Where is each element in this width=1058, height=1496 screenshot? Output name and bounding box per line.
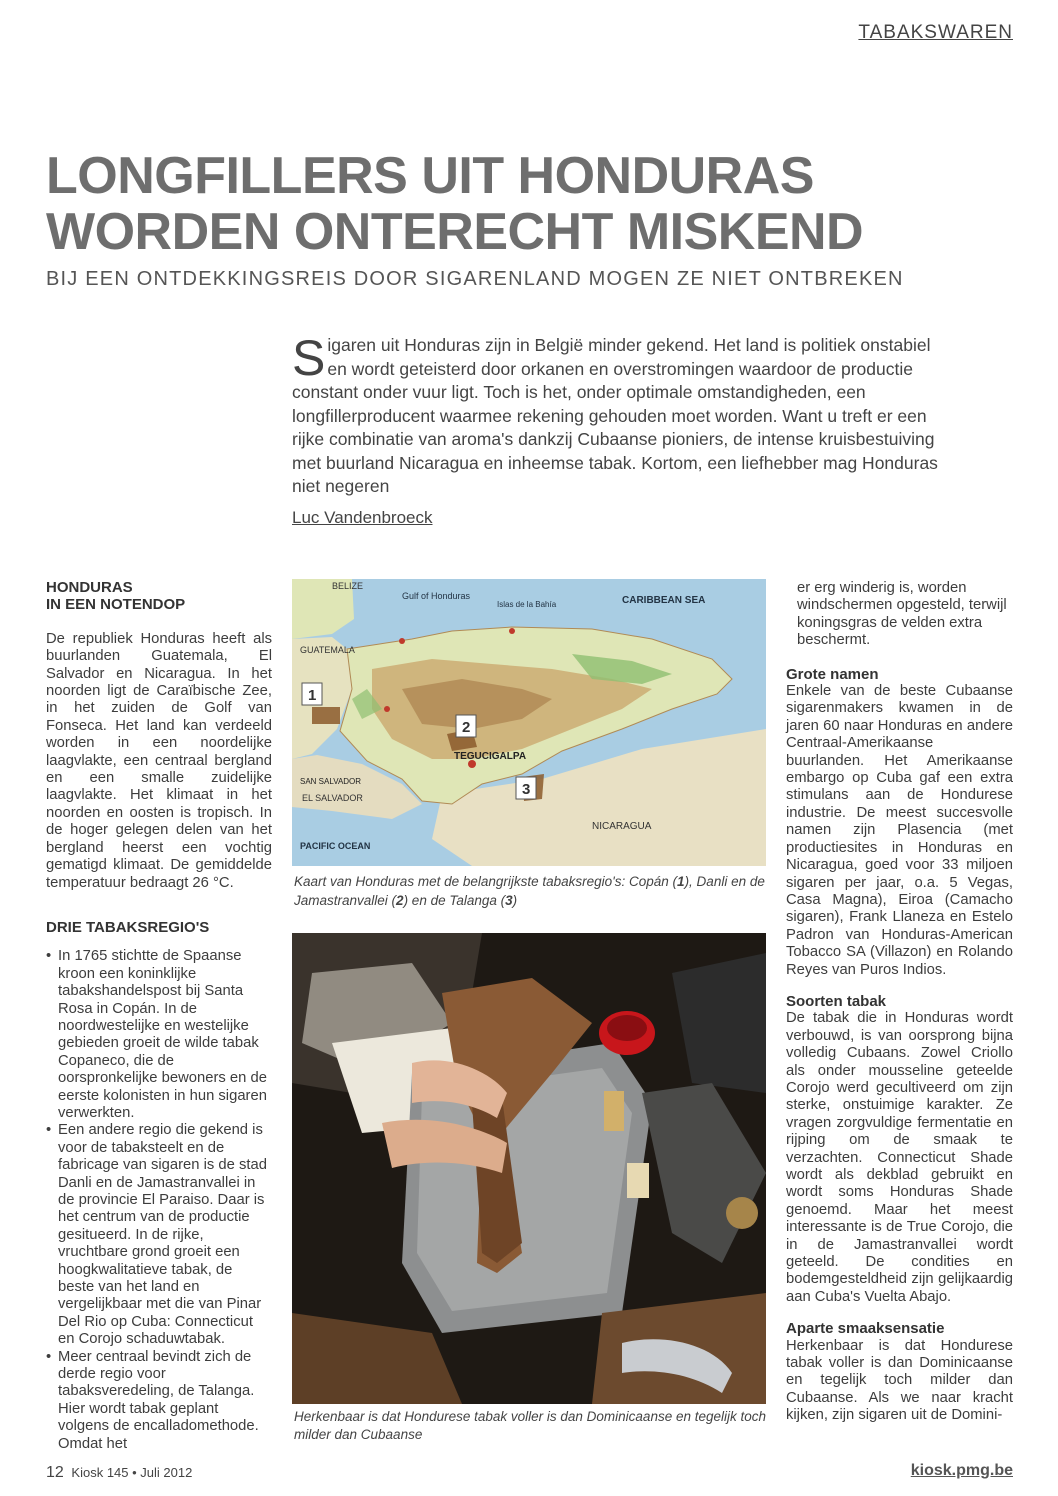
section-label: TABAKSWAREN [858,22,1013,43]
cup-inside [607,1015,647,1041]
caption-text: Kaart van Honduras met de belangrijkste tabaksregio's: Copán ( [294,874,678,889]
region-1-area [312,707,340,724]
map-label-guatemala: GUATEMALA [300,645,355,655]
list-item: • Een andere regio die gekend is voor de tabaksteelt en de fabricage van sigaren is de stad Danli en de Jamastranvallei in de provincie El Paraiso. Daar is het centrum van de productie gesitueerd. In de rijke, vruchtbare grond groeit een hoogkwalitatieve tabak, de beste van het land en vergelijkbaar met die van Pinar Del Rio op Cuba: Connecticut en Corojo schaduwtabak. [46,1122,272,1348]
caption-text: ), Danli en de Jamastranvallei ( [294,874,765,908]
issue-info: Kiosk 145 • Juli 2012 [71,1465,193,1480]
city-dot [509,628,515,634]
drop-cap: S [292,330,326,386]
paragraph-honduras: De republiek Honduras heeft als buurlanden Guatemala, El Salvador en Nicaragua. In het noorden ligt de Caraïbische Zee, in het zuiden de Golf van Fonseca. Het land kan verdeeld worden in een noordelijke laagvlakte, een centraal bergland en een smalle zuidelijke laagvlakte. Het klimaat in het noorden en oosten is tropisch. In de hoger gelegen delen van het bergland heerst een vochtig gematigd klimaat. De gemiddelde temperatuur bedraagt 26 °C. [46,630,272,891]
website-link[interactable]: kiosk.pmg.be [910,1462,1013,1479]
city-dot [384,706,390,712]
map-label-pacific: PACIFIC OCEAN [300,841,371,851]
bullet-list [46,948,272,1453]
article-subtitle: BIJ EEN ONTDEKKINGSREIS DOOR SIGARENLAND MOGEN ZE NIET ONTBREKEN [46,268,904,290]
continued-paragraph: er erg winderig is, worden windschermen opgesteld, terwijl koningsgras de velden extra beschermt. [797,580,1007,649]
marker-3-label: 3 [522,781,531,798]
lede-text: igaren uit Honduras zijn in België minder gekend. Het land is politiek onstabiel en wordt geteisterd door orkanen en overstromingen waardoor de productie constant onder vuur ligt. Toch is het, onder optimale omstandigheden, een longfillerproducent waarmee rekening gehouden moet worden. Want u treft er een rijke combinatie van aroma's dankzij Cubaanse pioniers, de intense kruisbestuiving met buurland Nicaragua en inheemse tabak. Kortom, een liefhebber mag Honduras niet negeren [292,335,938,496]
map-graphic [292,579,766,866]
heading-tabaksregios: DRIE TABAKSREGIO'S [46,918,210,936]
lede-paragraph [292,330,942,499]
city-dot [399,638,405,644]
caption-number: 3 [505,893,513,908]
caption-text: ) [512,893,518,908]
map-label-tegucigalpa: TEGUCIGALPA [454,751,527,762]
brass-knob [726,1197,758,1229]
cigar-band [627,1163,649,1198]
map-caption [294,872,768,910]
paragraph-aparte-smaaksensatie: Herkenbaar is dat Hondurese tabak voller is dan Dominicaanse en tegelijk toch milder dan Cubaanse. Als we naar kracht kijken, zijn sigaren uit de Domini- [786,1337,1013,1424]
caption-number: 2 [396,893,404,908]
footer-info [46,1464,192,1482]
marker-2-label: 2 [462,719,471,736]
title-line-2: WORDEN ONTERECHT MISKEND [46,203,864,261]
honduras-map [292,579,766,866]
heading-soorten-tabak: Soorten tabak [786,992,887,1010]
list-item: • Meer centraal bevindt zich de derde regio voor tabaksveredeling, de Talanga. Hier wordt tabak geplant volgens de encalladomethode. Omdat het [46,1349,272,1453]
map-label-caribbean: CARIBBEAN SEA [622,595,706,606]
left-column [46,579,272,1453]
article-title [46,148,1006,260]
right-column [786,580,1013,1425]
title-line-1: LONGFILLERS UIT HONDURAS [46,147,814,205]
cigar-rolling-photo [292,933,766,1404]
heading-aparte-smaaksensatie: Aparte smaaksensatie [786,1320,945,1338]
map-label-el-salvador: EL SALVADOR [302,793,363,803]
caption-number: 1 [677,874,685,889]
author-byline[interactable]: Luc Vandenbroeck [292,508,433,527]
map-label-nicaragua: NICARAGUA [592,821,652,832]
paragraph-soorten-tabak: De tabak die in Honduras wordt verbouwd, is van oorsprong bijna volledig Cubaans. Zowel Criollo als onder mousseline geteelde Corojo werd gecultiveerd om zijn sterke, onstuimige karakter. Ze vragen zorgvuldige fermentatie en rijping om de smaak te verzachten. Connecticut Shade wordt als dekblad gebruikt en wordt soms Honduras Shade genoemd. Maar het meest interessante is de True Corojo, die in de Jamastranvallei wordt geteeld. De condities en bodemgesteldheid zijn gelijkaardig aan Cuba's Vuelta Abajo. [786,1010,1013,1305]
map-label-belize: BELIZE [332,581,364,591]
marker-1-label: 1 [308,687,317,704]
photo-caption: Herkenbaar is dat Hondurese tabak voller is dan Dominicaanse en tegelijk toch milder dan Cubaanse [294,1409,767,1442]
heading-line: HONDURAS [46,579,133,596]
map-label-islas: Islas de la Bahía [497,600,557,609]
photo-graphic [292,933,766,1404]
paragraph-grote-namen: Enkele van de beste Cubaanse sigarenmakers kwamen in de jaren 60 naar Honduras en andere Centraal-Amerikaanse buurlanden. Het Amerikaanse embargo op Cuba gaf een extra stimulans aan de Hondurese industrie. De meest succesvolle namen zijn Plasencia (met productiesites in Honduras en Nicaragua, goed voor 33 miljoen sigaren per jaar, o.a. 5 Vegas, Casa Magna), Eiroa (Camacho sigaren), Frank Llaneza en Estelo Padron van Honduras-American Tobacco SA (Villazon) en Rolando Reyes van Puros Indios. [786,683,1013,978]
map-label-san-salvador: SAN SALVADOR [300,777,362,786]
map-label-gulf: Gulf of Honduras [402,591,471,601]
page-number: 12 [46,1464,64,1481]
caption-text: ) en de Talanga ( [403,893,506,908]
heading-honduras [46,579,272,614]
cigar-band [604,1091,624,1131]
heading-line: IN EEN NOTENDOP [46,596,186,614]
heading-grote-namen: Grote namen [786,665,879,683]
list-item: • In 1765 stichtte de Spaanse kroon een koninklijke tabakshandelspost bij Santa Rosa in Copán. In de noordwestelijke en westelijke gebieden groeit de wilde tabak Copaneco, die de oorspronkelijke bewoners en de eerste kolonisten in hun sigaren verwerkten. [46,948,272,1122]
